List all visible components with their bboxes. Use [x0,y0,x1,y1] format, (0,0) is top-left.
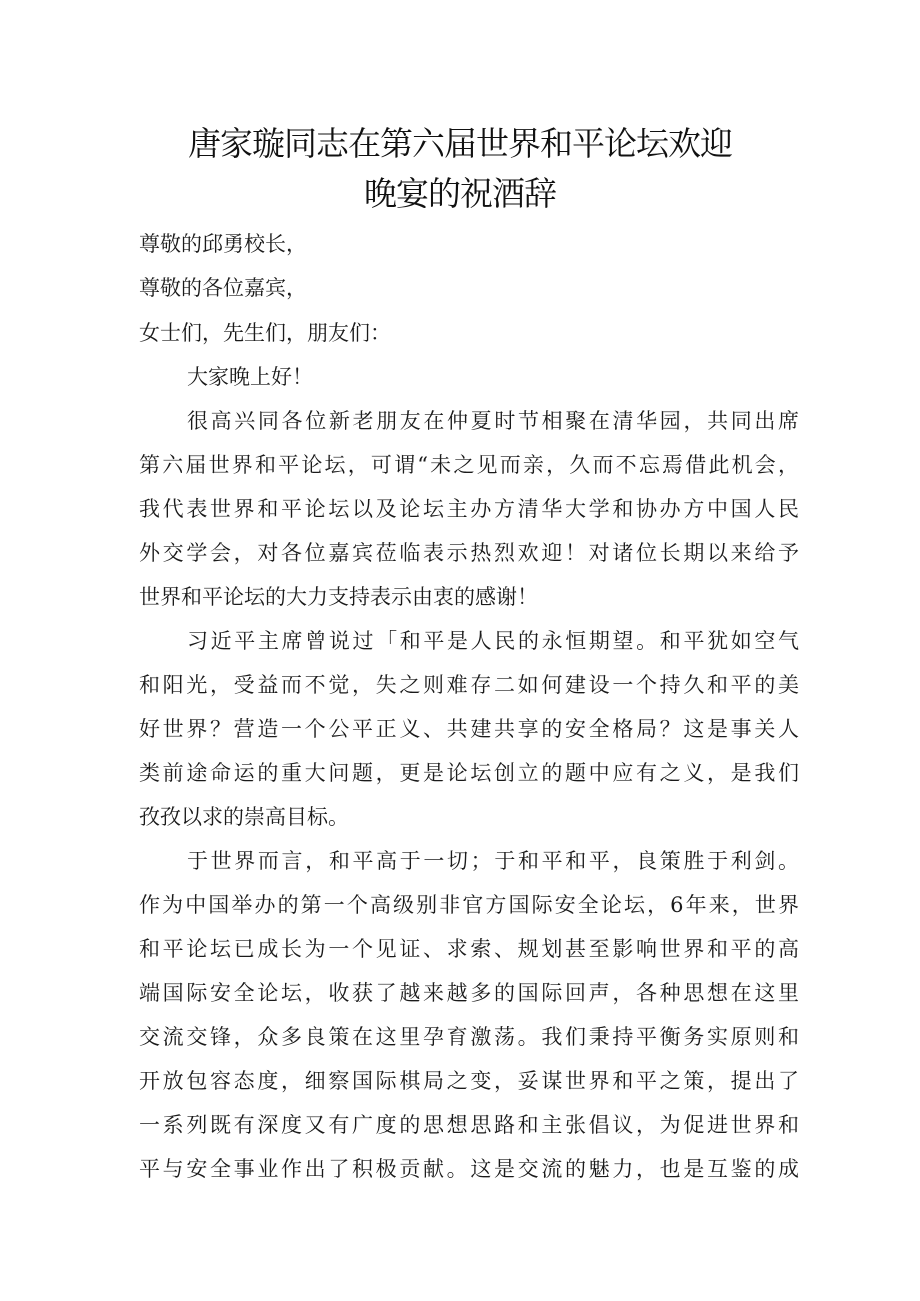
paragraph-line: 一系列既有深度又有广度的思想思路和主张倡议，为促进世界和 [139,1113,799,1137]
document-title-line-2: 晚宴的祝酒辞 [364,174,556,213]
salutation-line: 尊敬的邱勇校长， [139,232,307,256]
greeting-line: 大家晚上好！ [187,365,313,389]
paragraph-line: 开放包容态度，细察国际棋局之变，妥谋世界和平之策，提出了 [139,1069,799,1093]
paragraph-line: 于世界而言，和平高于一切；于和平和平，良策胜于利剑。 [187,849,799,873]
paragraph-line: 外交学会，对各位嘉宾莅临表示热烈欢迎！对诸位长期以来给予 [139,541,799,565]
paragraph-line: 和阳光，受益而不觉，失之则难存二如何建设一个持久和平的美 [139,673,799,697]
paragraph-line: 平与安全事业作出了积极贡献。这是交流的魅力，也是互鉴的成 [139,1157,799,1181]
paragraph-line: 端国际安全论坛，收获了越来越多的国际回声，各种思想在这里 [139,981,799,1005]
salutation-line: 尊敬的各位嘉宾， [139,276,307,300]
document-title-line-1: 唐家璇同志在第六届世界和平论坛欢迎 [188,124,732,163]
paragraph-line: 和平论坛已成长为一个见证、求索、规划甚至影响世界和平的高 [139,937,799,961]
salutation-line: 女士们，先生们，朋友们： [139,321,391,345]
paragraph-line: 习近平主席曾说过「和平是人民的永恒期望。和平犹如空气 [187,629,799,653]
paragraph-line: 我代表世界和平论坛以及论坛主办方清华大学和协办方中国人民 [139,497,799,521]
paragraph-line: 世界和平论坛的大力支持表示由衷的感谢！ [139,585,538,609]
paragraph-line: 交流交锋，众多良策在这里孕育激荡。我们秉持平衡务实原则和 [139,1025,799,1049]
paragraph-line: 第六届世界和平论坛，可谓“未之见而亲，久而不忘焉借此机会， [139,453,799,477]
paragraph-line: 类前途命运的重大问题，更是论坛创立的题中应有之义，是我们 [139,761,799,785]
paragraph-line: 作为中国举办的第一个高级别非官方国际安全论坛，6年来，世界 [139,893,799,917]
paragraph-line: 孜孜以求的崇高目标。 [139,805,349,829]
paragraph-line: 很高兴同各位新老朋友在仲夏时节相聚在清华园，共同出席 [187,409,799,433]
paragraph-line: 好世界？营造一个公平正义、共建共享的安全格局？这是事关人 [139,717,799,741]
